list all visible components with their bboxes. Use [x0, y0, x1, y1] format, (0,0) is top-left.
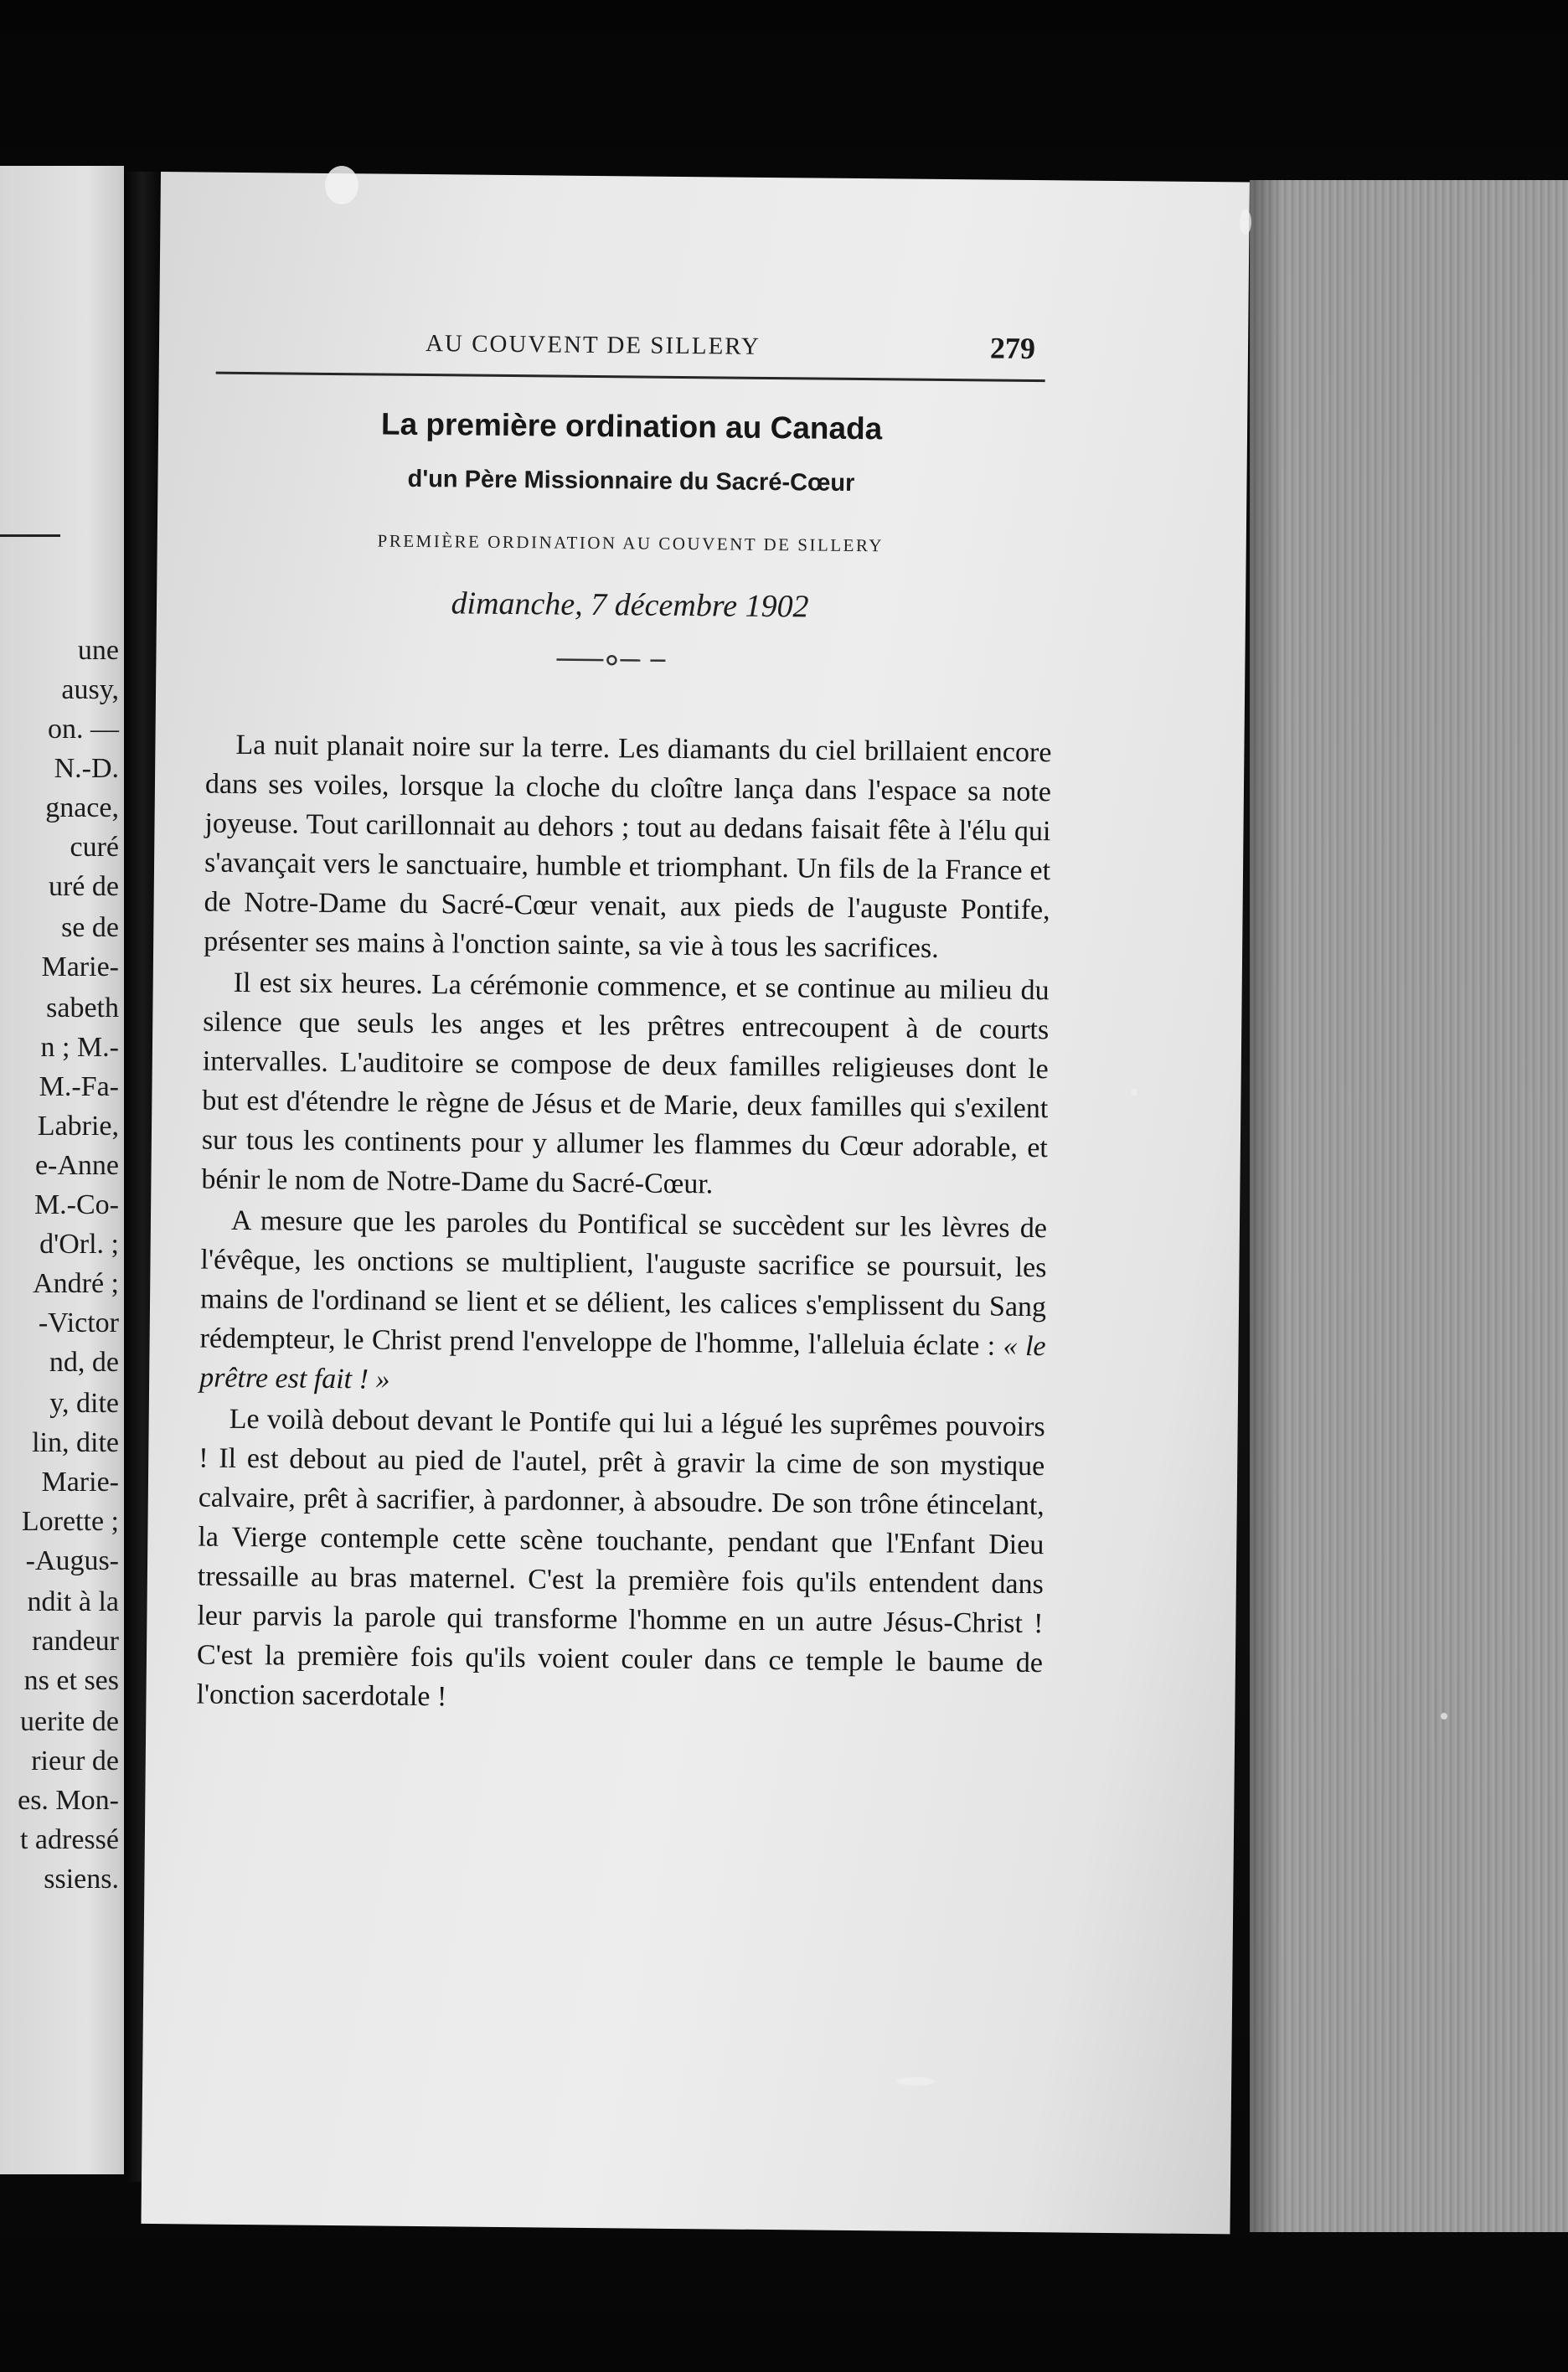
paragraph-text: A mesure que les paroles du Pontifical se succèdent sur les lèvres de l'évêque, les onctions se multiplient, l'auguste sacrifice se poursuit, les mains de l'ordinand se lient et se délient, les calices s'emplissent du Sang rédempteur, le Christ prend l'enveloppe de l'homme, l'alleluia éclate :	[199, 1204, 1048, 1362]
left-line: t adressé	[19, 1824, 119, 1855]
left-line: nd, de	[49, 1347, 119, 1378]
left-line: N.-D.	[54, 753, 119, 784]
left-line: sabeth	[46, 993, 119, 1024]
left-line: ndit à la	[27, 1586, 119, 1617]
running-title: AU COUVENT DE SILLERY	[425, 330, 761, 360]
left-line: d'Orl. ;	[39, 1229, 119, 1260]
dust-speck	[1240, 209, 1251, 235]
book-page	[141, 172, 1249, 2234]
dust-speck	[1441, 1713, 1447, 1720]
left-line: n ; M.-	[40, 1032, 119, 1063]
left-line: Marie-	[41, 1467, 119, 1498]
article-title: La première ordination au Canada	[380, 406, 883, 446]
left-line: M.-Co-	[34, 1189, 119, 1220]
paragraph	[199, 1201, 1047, 1406]
left-line: uerite de	[20, 1706, 119, 1737]
smallcaps-heading: PREMIÈRE ORDINATION AU COUVENT DE SILLERY	[377, 530, 885, 556]
left-line: es. Mon-	[18, 1785, 119, 1816]
left-line: Lorette ;	[21, 1506, 119, 1537]
dust-speck	[325, 166, 358, 204]
left-line: Marie-	[41, 951, 119, 982]
left-line: Labrie,	[37, 1111, 119, 1142]
left-line: ssiens.	[44, 1864, 119, 1895]
left-line: -Victor	[38, 1307, 119, 1338]
dust-speck	[1131, 1089, 1137, 1096]
page-number: 279	[989, 331, 1036, 366]
article-body	[196, 725, 1051, 1725]
left-line: une	[77, 635, 119, 666]
left-line: André ;	[33, 1268, 119, 1299]
paragraph: La nuit planait noire sur la terre. Les diamants du ciel brillaient encore dans ses voiles, lorsque la cloche du cloître lança dans l'espace sa note joyeuse. Tout carillonnait au dehors ; tout au dedans faisait fête à l'élu qui s'avançait vers le sanctuaire, humble et triomphant. Un fils de la France et de Notre-Dame du Sacré-Cœur venait, aux pieds de l'auguste Pontife, présenter ses mains à l'onction sainte, sa vie à tous les sacrifices.	[204, 729, 1052, 964]
left-line: randeur	[32, 1626, 119, 1657]
left-line: curé	[70, 832, 119, 863]
running-head	[216, 322, 1055, 380]
paragraph: Le voilà debout devant le Pontife qui lui a légué les suprêmes pouvoirs ! Il est debout au pied de l'autel, prêt à gravir la cime de son mystique calvaire, prêt à sacrifier, à pardonner, à absoudre. De son trône étincelant, la Vierge contemple cette scène touchante, pendant que l'Enfant Dieu tressaille au bras maternel. C'est la première fois qu'ils entendent dans leur parvis la parole qui transforme l'homme en un autre Jésus-Christ ! C'est la première fois qu'ils voient couler dans ce temple le baume de l'onction sacerdotale !	[196, 1403, 1045, 1713]
left-line: se de	[61, 912, 119, 943]
article-subtitle: d'un Père Missionnaire du Sacré-Cœur	[407, 465, 855, 497]
left-page-text	[0, 631, 119, 1899]
left-line: M.-Fa-	[39, 1071, 119, 1102]
left-page-rule	[0, 534, 60, 537]
ornament-divider	[556, 652, 673, 669]
page-stack-edge	[1250, 180, 1568, 2232]
left-line: e-Anne	[34, 1150, 119, 1181]
left-line: rieur de	[31, 1745, 119, 1776]
left-line: y, dite	[49, 1388, 119, 1419]
left-line: on. —	[48, 714, 119, 745]
left-line: -Augus-	[25, 1545, 119, 1576]
left-line: lin, dite	[32, 1427, 119, 1458]
paragraph: Il est six heures. La cérémonie commence, et se continue au milieu du silence que seuls les anges et les prêtres entrecoupent à de courts intervalles. L'auditoire se compose de deux familles religieuses dont le but est d'étendre le règne de Jésus et de Marie, deux familles qui s'exilent sur tous les continents pour y allumer les flammes du Cœur adorable, et bénir le nom de Notre-Dame du Sacré-Cœur.	[201, 967, 1050, 1200]
article-date: dimanche, 7 décembre 1902	[451, 585, 809, 625]
italic-quote: « le prêtre est fait ! »	[199, 1330, 1046, 1395]
dust-speck	[896, 2077, 935, 2086]
left-line: uré de	[48, 871, 119, 902]
page-edge-shadow	[1250, 180, 1283, 2232]
left-line: gnace,	[45, 792, 119, 823]
left-line: ns et ses	[23, 1665, 119, 1696]
left-line: ausy,	[61, 674, 119, 705]
left-facing-page	[0, 166, 124, 2174]
